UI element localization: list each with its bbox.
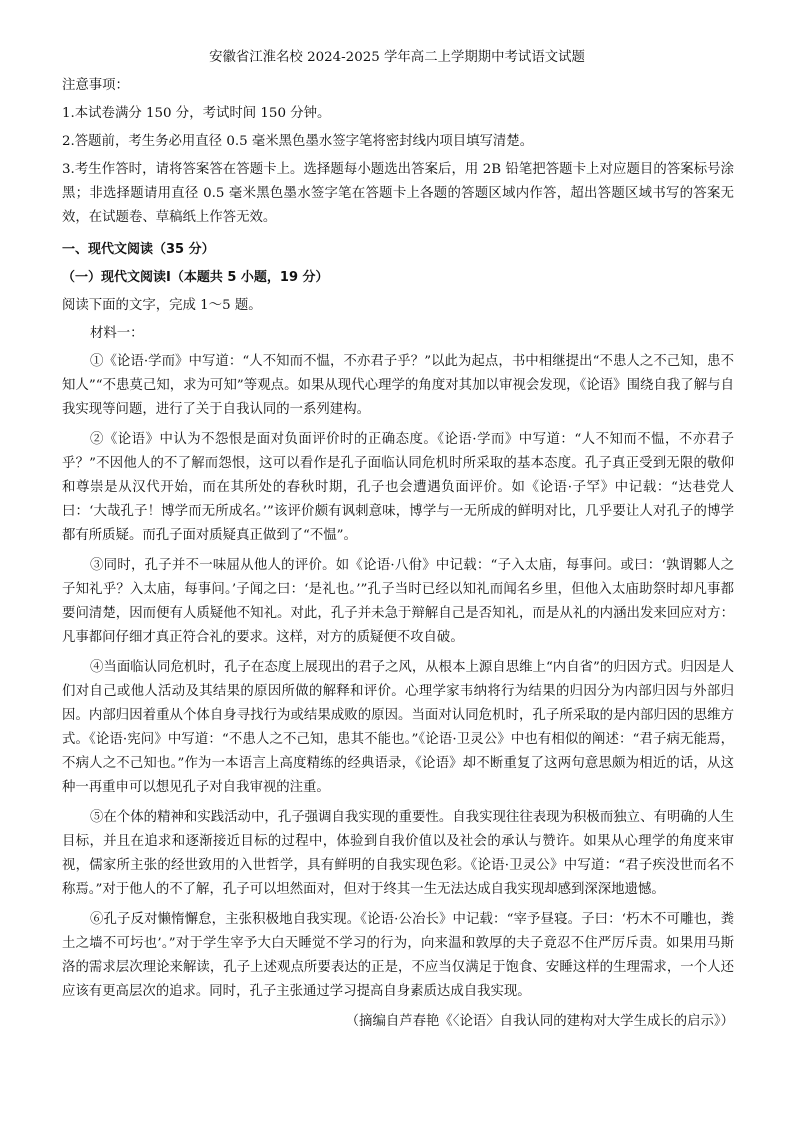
page-body: [62, 74, 734, 1038]
paragraph-3: ③同时，孔子并不一味屈从他人的评价。如《论语·八佾》中记载：“子入太庙，每事问。或曰：‘孰谓鄹人之子知礼乎？入太庙，每事问。’子闻之曰：‘是礼也。’”孔子当时已经以知礼而闻名乡里，但他入太庙助祭时却凡事都要问清楚，因而便有人质疑他不知礼。对此，孔子并未急于辩解自己是否知礼，而是从礼的内涵出发来回应对方：凡事都问仔细才真正符合礼的要求。这样，对方的质疑便不攻自破。: [62, 558, 734, 645]
reading-instruction: 阅读下面的文字，完成 1～5 题。: [62, 298, 262, 313]
paragraph-6: ⑥孔子反对懒惰懈怠，主张积极地自我实现。《论语·公冶长》中记载：“宰予昼寝。子曰：‘朽木不可雕也，粪土之墙不可圬也’。”对于学生宰予大白天睡觉不学习的行为，向来温和敦厚的夫子竟忍不住严厉斥责。如果用马斯洛的需求层次理论来解读，孔子上述观点所要表达的正是，不应当仅满足于饱食、安睡这样的生理需求，一个人还应该有更高层次的追求。同时，孔子主张通过学习提高自身素质达成自我实现。: [62, 912, 734, 999]
paragraph-1: ①《论语·学而》中写道：“人不知而不愠，不亦君子乎？”以此为起点，书中相继提出“不患人之不己知，患不知人”“不患莫己知，求为可知”等观点。如果从现代心理学的角度对其加以审视会发现，《论语》围绕自我了解与自我实现等问题，进行了关于自我认同的一系列建构。: [62, 354, 734, 417]
subsection-heading: （一）现代文阅读Ⅰ（本题共 5 小题，19 分）: [62, 270, 329, 285]
source-citation: （摘编自芦春艳《〈论语〉自我认同的建构对大学生成长的启示》）: [345, 1014, 734, 1029]
notes-heading: 注意事项：: [62, 78, 129, 93]
paragraph-4: ④当面临认同危机时，孔子在态度上展现出的君子之风，从根本上源自思维上“内自省”的归因方式。归因是人们对自己或他人活动及其结果的原因所做的解释和评价。心理学家韦纳将行为结果的归因分为内部归因与外部归因。内部归因着重从个体自身寻找行为或结果成败的原因。当面对认同危机时，孔子所采取的是内部归因的思维方式。《论语·宪问》中写道：“不患人之不己知，患其不能也。”《论语·卫灵公》中也有相似的阐述：“君子病无能焉，不病人之不己知也。”作为一本语言上高度精练的经典语录，《论语》却不断重复了这两句意思颇为相近的话，从这种一再重申可以想见孔子对自我审视的注重。: [62, 660, 734, 795]
material-label: 材料一：: [90, 326, 144, 341]
page-title: 安徽省江淮名校 2024-2025 学年高二上学期期中考试语文试题: [209, 50, 585, 65]
note-item-3: 3.考生作答时，请将答案答在答题卡上。选择题每小题选出答案后，用 2B 铅笔把答题卡上对应题目的答案标号涂黑；非选择题请用直径 0.5 毫米黑色墨水签字笔在答题卡上各题的答题区域内作答，超出答题区域书写的答案无效，在试题卷、草稿纸上作答无效。: [62, 162, 734, 225]
paragraph-5: ⑤在个体的精神和实践活动中，孔子强调自我实现的重要性。自我实现往往表现为积极而独立、有明确的人生目标，并且在追求和逐渐接近目标的过程中，体验到自我价值以及社会的承认与赞许。如果从心理学的角度来审视，儒家所主张的经世致用的入世哲学，具有鲜明的自我实现色彩。《论语·卫灵公》中写道：“君子疾没世而名不称焉。”对于他人的不了解，孔子可以坦然面对，但对于终其一生无法达成自我实现却感到深深地遗憾。: [62, 810, 734, 897]
note-item-1: 1.本试卷满分 150 分，考试时间 150 分钟。: [62, 106, 331, 121]
note-item-2: 2.答题前，考生务必用直径 0.5 毫米黑色墨水签字笔将密封线内项目填写清楚。: [62, 134, 534, 149]
paragraph-2: ②《论语》中认为不怨恨是面对负面评价时的正确态度。《论语·学而》中写道：“人不知而不愠，不亦君子乎？”不因他人的不了解而怨恨，这可以看作是孔子面临认同危机时所采取的基本态度。孔子真正受到无限的敬仰和尊崇是从汉代开始，而在其所处的春秋时期，孔子也会遭遇负面评价。如《论语·子罕》中记载：“达巷党人曰：‘大哉孔子！博学而无所成名。’”该评价颇有讽刺意味，博学与一无所成的鲜明对比，几乎要让人对孔子的博学都有所质疑。而孔子面对质疑真正做到了“不愠”。: [62, 432, 734, 543]
section-heading: 一、现代文阅读（35 分）: [62, 242, 215, 257]
